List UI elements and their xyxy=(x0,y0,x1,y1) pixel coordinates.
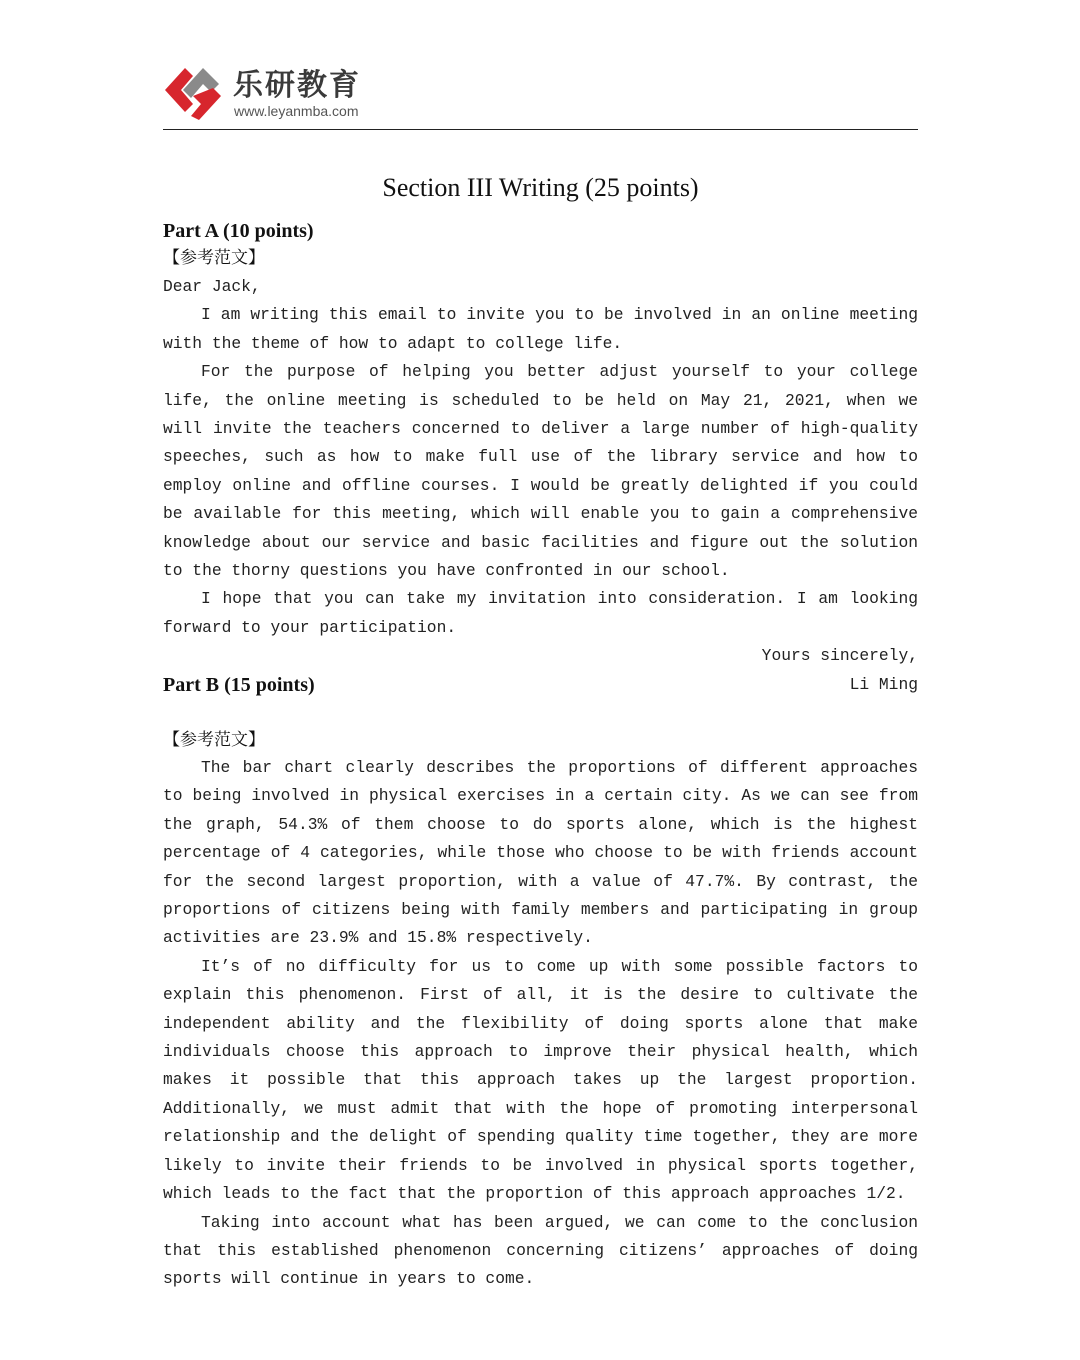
brand-url: www.leyanmba.com xyxy=(234,103,359,119)
part-b-essay xyxy=(163,754,918,1294)
part-b-reference-label: 【参考范文】 xyxy=(163,730,265,750)
header-divider xyxy=(163,129,918,130)
part-a-reference-label: 【参考范文】 xyxy=(163,248,265,268)
brand-name: 乐研教育 xyxy=(233,68,361,103)
letter-paragraph-2: For the purpose of helping you better adjust yourself to your college life, the online meeting is scheduled to be held on May 21, 2021, when we will invite the teachers concerned to deliver a large number of high-quality speeches, such as how to make full use of the library service and how to employ online and offline courses. I would be greatly delighted if you could be available for this meeting, which will enable you to gain a comprehensive knowledge about our service and basic facilities and figure out the solution to the thorny questions you have confronted in our school. xyxy=(163,362,918,581)
essay-paragraph-3: Taking into account what has been argued, we can come to the conclusion that this established phenomenon concerning citizens’ approaches of doing sports will continue in years to come. xyxy=(163,1212,918,1289)
part-a-letter xyxy=(163,273,918,699)
leyan-logo-icon xyxy=(163,66,223,120)
page-header xyxy=(163,66,918,132)
letter-closing: Yours sincerely, xyxy=(761,646,918,666)
letter-paragraph-3: I hope that you can take my invitation into consideration. I am looking forward to your participation. xyxy=(163,589,918,637)
part-a-heading: Part A (10 points) xyxy=(163,220,314,242)
part-b-heading: Part B (15 points) xyxy=(163,674,315,696)
letter-paragraph-1: I am writing this email to invite you to be involved in an online meeting with the theme of how to adapt to college life. xyxy=(163,305,918,353)
letter-salutation: Dear Jack, xyxy=(163,277,261,296)
essay-paragraph-1: The bar chart clearly describes the proportions of different approaches to being involved in physical exercises in a certain city. As we can see from the graph, 54.3% of them choose to do sports alone, which is the highest percentage of 4 categories, while those who choose to be with friends account for the second largest proportion, with a value of 47.7%. By contrast, the proportions of citizens being with family members and participating in group activities are 23.9% and 15.8% respectively. xyxy=(163,758,918,948)
essay-paragraph-2: It’s of no difficulty for us to come up with some possible factors to explain this phenomenon. First of all, it is the desire to cultivate the independent ability and the flexibility of doing sports alone that make individuals choose this approach to improve their physical health, which makes it possible that this approach takes up the largest proportion. Additionally, we must admit that with the hope of promoting interpersonal relationship and the delight of spending quality time together, they are more likely to invite their friends to be involved in physical sports together, which leads to the fact that the proportion of this approach approaches 1/2. xyxy=(163,956,918,1204)
letter-signature: Li Ming xyxy=(849,674,918,694)
section-title: Section III Writing (25 points) xyxy=(382,173,699,202)
